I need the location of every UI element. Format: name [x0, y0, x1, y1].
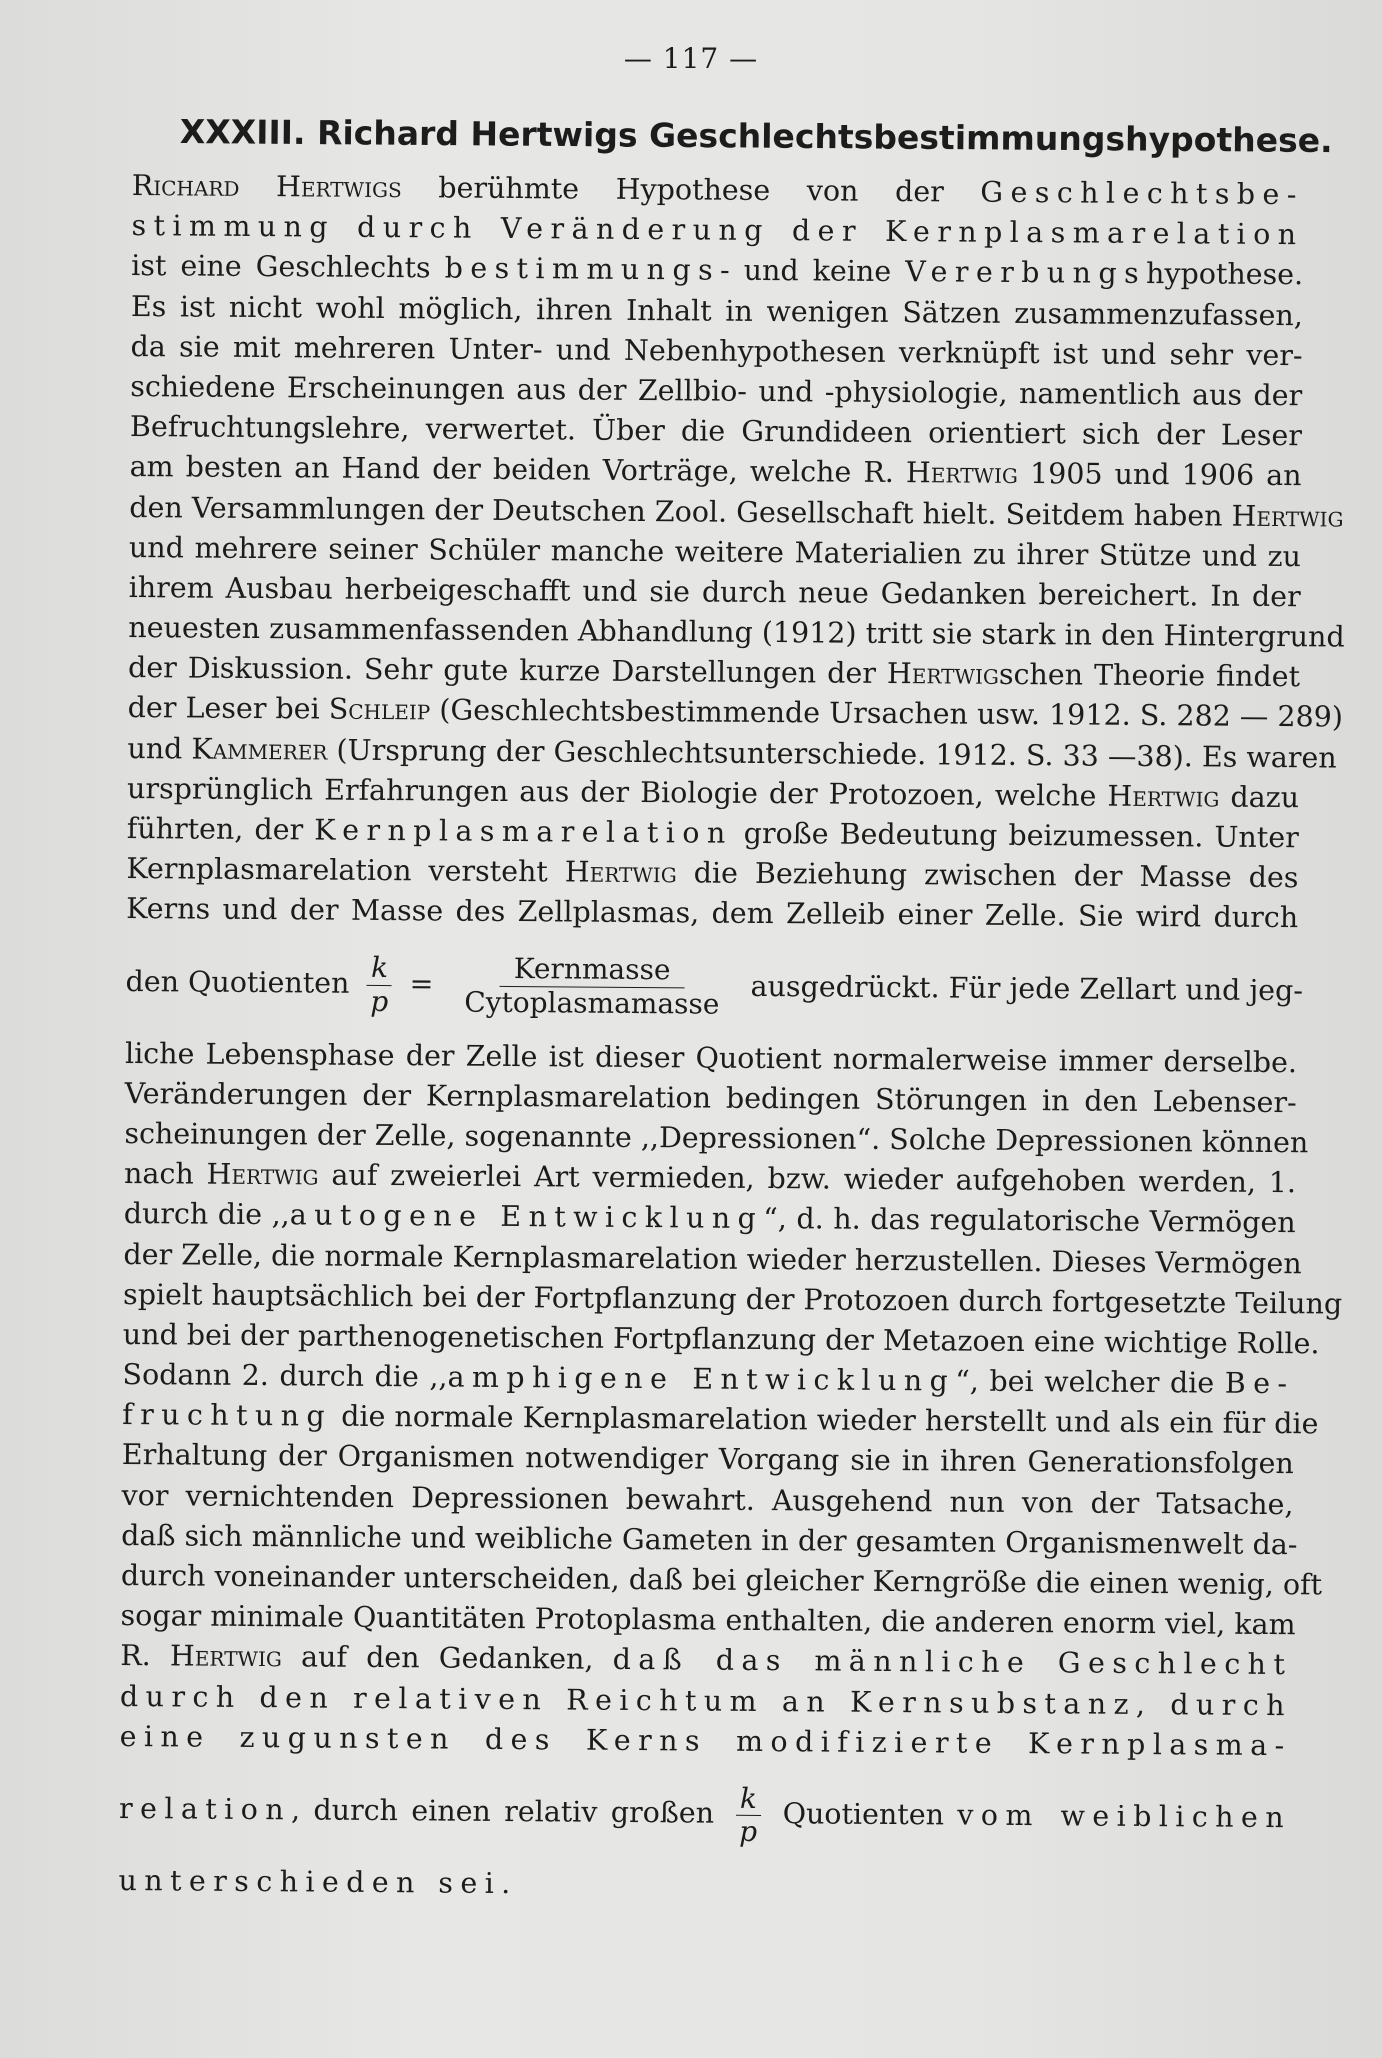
section-heading: XXXIII. Richard Hertwigs Geschlechtsbestimmungshypothese. [179, 112, 1333, 161]
fraction [735, 1783, 761, 1849]
spaced-emphasis: Vererbungs [905, 255, 1147, 291]
text-run: “, d. h. das regulatorische Vermögen [763, 1202, 1296, 1240]
fraction-numerator: Kernmasse [500, 953, 685, 988]
text-run: schen Theorie findet [998, 658, 1301, 694]
text-run: und bei der parthenogenetischen Fortpflanzung der Metazoen eine wichtige Rolle. [122, 1317, 1320, 1361]
text-run: nach [123, 1157, 207, 1191]
text-line [119, 1757, 1292, 1870]
text-run: durch die ,, [123, 1197, 290, 1232]
text-run: dazu [1219, 780, 1300, 814]
text-run: ausgedrückt. Für jede Zellart und jeg- [741, 969, 1304, 1007]
fraction-denominator: p [739, 1814, 758, 1848]
body-text [118, 166, 1345, 1910]
text-run: Es ist nicht wohl möglich, ihren Inhalt in wenigen Sätzen zusammenzufassen, [130, 289, 1303, 332]
text-run: Veränderungen der Kernplasmarelation bedingen Störungen in den Lebenser- [124, 1076, 1297, 1119]
text-run: , durch einen relativ großen [290, 1793, 728, 1830]
author-name: Kammerer [191, 732, 328, 767]
text-run: neuesten zusammenfassenden Abhandlung (1912) tritt sie stark in den Hintergrund [128, 611, 1345, 654]
text-run: auf zweierlei Art vermieden, bzw. wieder aufgehoben werden, 1. [318, 1158, 1297, 1200]
page-number: — 117 — [623, 42, 759, 75]
text-run: Erhaltung der Organismen notwendiger Vorgang sie in ihren Generationsfolgen [121, 1438, 1294, 1481]
text-run: Quotienten [769, 1796, 958, 1832]
text-run: sogar minimale Quantitäten Protoplasma enthalten, die anderen enorm viel, kam [120, 1599, 1296, 1642]
spaced-emphasis: stimmung durch Veränderung der Kernplasmarelation [131, 209, 1304, 252]
text-run: Kerns und der Masse des Zellplasmas, dem Zelleib einer Zelle. Sie wird durch [126, 892, 1299, 935]
text-run: R. [120, 1639, 171, 1673]
text-run: daß sich männliche und weibliche Gameten in der gesamten Organismenwelt da- [121, 1518, 1298, 1562]
text-run: am besten an Hand der beiden Vorträge, welche R. [129, 450, 907, 490]
text-run: - und keine [719, 253, 906, 289]
text-run: und [127, 731, 192, 766]
spaced-emphasis: autogene Entwicklung [289, 1198, 764, 1236]
spaced-emphasis: vom weiblichen [957, 1798, 1292, 1835]
text-run: da sie mit mehreren Unter- und Nebenhypothesen verknüpft ist und sehr ver- [130, 329, 1303, 372]
fraction-numerator: k [367, 952, 392, 985]
author-name: Richard Hertwigs [131, 168, 402, 205]
spaced-emphasis: daß das männliche Geschlecht [612, 1643, 1293, 1682]
fraction [366, 952, 392, 1018]
text-run: auf den Gedanken, [281, 1640, 613, 1677]
author-name: Hertwig [886, 657, 1000, 692]
fraction [450, 953, 734, 1021]
text-run: und mehrere seiner Schüler manche weitere Materialien zu ihrer Stütze und zu [128, 530, 1302, 573]
text-run: große Bedeutung beizumessen. Unter [732, 816, 1299, 855]
spaced-emphasis: relation [118, 1791, 292, 1827]
text-run: spielt hauptsächlich bei der Fortpflanzung der Protozoen durch fortgesetzte Teilung [123, 1277, 1343, 1321]
spaced-emphasis: durch den relativen Reichtum an Kernsubstanz, durch [119, 1679, 1293, 1722]
author-name: Hertwig [206, 1157, 319, 1192]
text-run: “, bei welcher die [955, 1364, 1225, 1400]
text-run: 1905 und 1906 an [1017, 457, 1302, 493]
spaced-emphasis: bestimmungs [444, 251, 721, 287]
text-run: den Quotienten [125, 964, 359, 1000]
text-run: schiedene Erscheinungen aus der Zellbio- und -physiologie, namentlich aus der [130, 369, 1303, 413]
text-run: ursprünglich Erfahrungen aus der Biologie der Protozoen, welche [126, 771, 1108, 813]
text-run: führten, der [126, 811, 315, 847]
text-run: Befruchtungslehre, verwertet. Über die Grundideen orientiert sich der Leser [129, 410, 1303, 453]
text-run: ist eine Geschlechts [131, 249, 445, 285]
author-name: Hertwig [1107, 779, 1220, 814]
text-run: (Ursprung der Geschlechtsunterschiede. 1912. S. 33 —38). Es waren [327, 733, 1337, 775]
text-run: berühmte Hypothese von der [401, 171, 981, 209]
text-run: die normale Kernplasmarelation wieder herstellt und als ein für die [332, 1399, 1319, 1441]
spaced-emphasis: unterschieden sei. [118, 1863, 518, 1901]
fraction-denominator: Cytoplasmamasse [464, 985, 720, 1021]
text-run: scheinungen der Zelle, sogenannte ,,Depressionen“. Solche Depressionen können [124, 1116, 1309, 1160]
text-run: der Zelle, die normale Kernplasmarelation wieder herzustellen. Dieses Vermögen [123, 1237, 1302, 1280]
spaced-emphasis: amphigene Entwicklung [447, 1360, 956, 1398]
text-run: der Leser bei [127, 691, 329, 726]
fraction-numerator: k [736, 1783, 761, 1816]
text-run: den Versammlungen der Deutschen Zool. Gesellschaft hielt. Seitdem haben [129, 490, 1232, 533]
author-name: Hertwig [564, 855, 677, 890]
author-name: Hertwig [1231, 499, 1344, 534]
spaced-emphasis: fruchtung [122, 1398, 333, 1433]
text-run: der Diskussion. Sehr gute kurze Darstellungen der [127, 651, 888, 691]
spaced-emphasis: Kernplasmarelation [314, 813, 733, 850]
text-run: liche Lebensphase der Zelle ist dieser Quotient normalerweise immer derselbe. [124, 1036, 1298, 1079]
spaced-emphasis: Geschlechtsbe- [980, 175, 1304, 212]
spaced-emphasis: eine zugunsten des Kerns modifizierte Kernplasma- [119, 1719, 1292, 1762]
text-run: durch voneinander unterscheiden, daß bei gleicher Kerngröße die einen wenig, oft [120, 1558, 1323, 1602]
text-run: vor vernichtenden Depressionen bewahrt. Ausgehend nun von der Tatsache, [121, 1478, 1294, 1521]
fraction-denominator: p [370, 984, 389, 1018]
author-name: Schleip [328, 693, 431, 727]
text-run: = [400, 966, 443, 1001]
text-run: Kernplasmarelation versteht [126, 852, 565, 889]
text-run: ihrem Ausbau herbeigeschafft und sie durch neue Gedanken bereichert. In der [128, 570, 1301, 614]
text-run: hypothese. [1145, 257, 1304, 292]
text-run: die Beziehung zwischen der Masse des [676, 856, 1299, 895]
text-line [125, 930, 1304, 1043]
text-run: (Geschlechtsbestimmende Ursachen usw. 1912. S. 282 — 289) [430, 693, 1344, 734]
author-name: Hertwig [169, 1639, 283, 1674]
text-run: Sodann 2. durch die ,, [122, 1358, 448, 1394]
spaced-emphasis: Be- [1224, 1366, 1295, 1401]
author-name: Hertwig [905, 456, 1019, 491]
